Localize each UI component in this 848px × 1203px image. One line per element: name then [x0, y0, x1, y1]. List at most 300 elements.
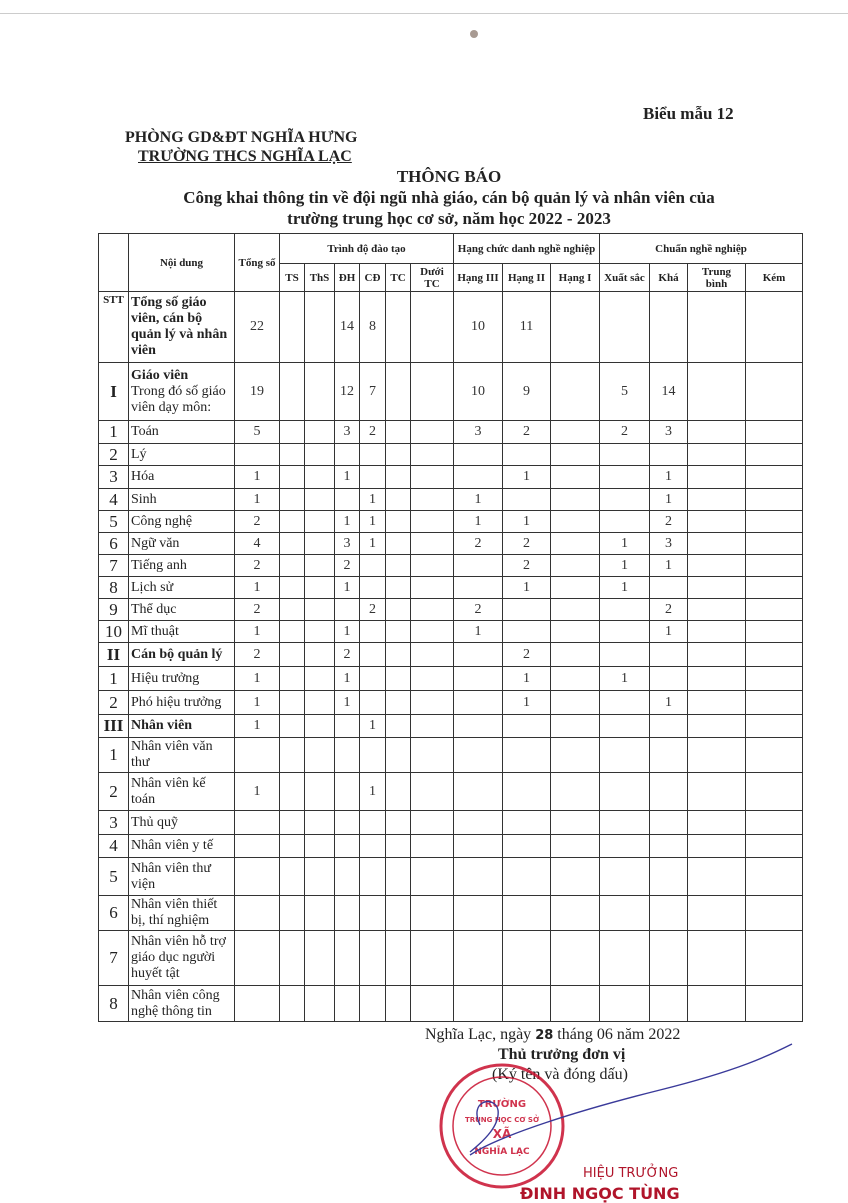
- cell-h1: [551, 621, 600, 643]
- cell-kha: [650, 811, 688, 835]
- cell-xs: [600, 444, 650, 466]
- row-name: Nhân viên văn thư: [131, 739, 213, 770]
- cell-tc: [386, 896, 411, 931]
- cell-xs: [600, 599, 650, 621]
- cell-dh: [335, 835, 360, 858]
- cell-kem: [746, 715, 803, 738]
- row-stt: I: [99, 363, 129, 421]
- cell-ths: [305, 858, 335, 896]
- cell-dh: [335, 931, 360, 986]
- cell-dh: 12: [335, 363, 360, 421]
- school-name: TRƯỜNG THCS NGHĨA LẠC: [138, 148, 352, 165]
- row-name: Lý: [131, 446, 147, 462]
- header-cd: CĐ: [360, 264, 386, 292]
- row-stt: 2: [99, 444, 129, 466]
- handwritten-day: 28: [535, 1028, 554, 1043]
- cell-h3: 1: [454, 489, 503, 511]
- cell-h2: 1: [503, 466, 551, 489]
- cell-duoi-tc: [411, 621, 454, 643]
- cell-tc: [386, 363, 411, 421]
- cell-cd: [360, 896, 386, 931]
- cell-h1: [551, 363, 600, 421]
- cell-ths: [305, 896, 335, 931]
- row-name-extra: Trong đó số giáo viên dạy môn:: [131, 383, 226, 415]
- row-content: [129, 421, 235, 444]
- cell-total: [235, 931, 280, 986]
- table-row: [99, 577, 803, 599]
- cell-h1: [551, 986, 600, 1022]
- cell-total: 2: [235, 555, 280, 577]
- cell-dh: 14: [335, 292, 360, 363]
- cell-h2: [503, 444, 551, 466]
- cell-dh: 2: [335, 643, 360, 667]
- cell-total: 19: [235, 363, 280, 421]
- row-stt: 8: [99, 986, 129, 1022]
- stamp-line-3: XÃ: [492, 1127, 512, 1141]
- stamp-line-2: TRUNG HỌC CƠ SỞ: [464, 1116, 540, 1124]
- cell-tc: [386, 444, 411, 466]
- cell-duoi-tc: [411, 421, 454, 444]
- place-date-prefix: Nghĩa Lạc, ngày: [425, 1026, 532, 1043]
- cell-dh: 1: [335, 577, 360, 599]
- cell-h3: 10: [454, 292, 503, 363]
- cell-ts: [280, 667, 305, 691]
- row-name: Hóa: [131, 469, 155, 484]
- cell-tb: [688, 738, 746, 773]
- cell-kha: [650, 858, 688, 896]
- cell-dh: 1: [335, 691, 360, 715]
- cell-h3: [454, 811, 503, 835]
- cell-ths: [305, 444, 335, 466]
- table-row: [99, 811, 803, 835]
- cell-h1: [551, 691, 600, 715]
- cell-ts: [280, 421, 305, 444]
- cell-tc: [386, 292, 411, 363]
- table-row: [99, 773, 803, 811]
- cell-h2: 2: [503, 533, 551, 555]
- header-standard-group: Chuẩn nghề nghiệp: [600, 234, 803, 264]
- cell-tc: [386, 511, 411, 533]
- cell-dh: [335, 489, 360, 511]
- cell-kha: 1: [650, 621, 688, 643]
- row-name: Ngữ văn: [131, 535, 180, 551]
- cell-dh: [335, 444, 360, 466]
- cell-dh: [335, 715, 360, 738]
- row-content: [129, 715, 235, 738]
- cell-kha: [650, 835, 688, 858]
- cell-duoi-tc: [411, 773, 454, 811]
- cell-h2: [503, 773, 551, 811]
- cell-h2: [503, 986, 551, 1022]
- cell-h2: 11: [503, 292, 551, 363]
- cell-h2: [503, 931, 551, 986]
- cell-ths: [305, 667, 335, 691]
- cell-tc: [386, 555, 411, 577]
- scan-dot: [470, 30, 478, 38]
- cell-kha: 3: [650, 421, 688, 444]
- cell-duoi-tc: [411, 489, 454, 511]
- cell-h3: [454, 667, 503, 691]
- header-kem: Kém: [746, 264, 803, 292]
- cell-total: 22: [235, 292, 280, 363]
- cell-kem: [746, 466, 803, 489]
- cell-kha: 2: [650, 599, 688, 621]
- header-hang-2: Hạng II: [503, 264, 551, 292]
- row-stt: 10: [99, 621, 129, 643]
- stamp-line-4: NGHĨA LẠC: [474, 1147, 530, 1157]
- header-ths: ThS: [305, 264, 335, 292]
- cell-h2: [503, 738, 551, 773]
- cell-ts: [280, 811, 305, 835]
- header-xuat-sac: Xuất sắc: [600, 264, 650, 292]
- cell-h2: [503, 811, 551, 835]
- cell-tb: [688, 835, 746, 858]
- cell-cd: [360, 986, 386, 1022]
- header-duoi-tc: Dưới TC: [411, 264, 454, 292]
- cell-kha: 1: [650, 555, 688, 577]
- cell-duoi-tc: [411, 643, 454, 667]
- cell-total: [235, 444, 280, 466]
- table-row: [99, 421, 803, 444]
- cell-xs: [600, 835, 650, 858]
- row-stt: 6: [99, 533, 129, 555]
- cell-ths: [305, 986, 335, 1022]
- cell-h3: 1: [454, 621, 503, 643]
- cell-tc: [386, 986, 411, 1022]
- header-ts: TS: [280, 264, 305, 292]
- stamp-line-1: TRƯỜNG: [477, 1099, 527, 1110]
- cell-kha: 1: [650, 489, 688, 511]
- cell-ths: [305, 421, 335, 444]
- cell-cd: 1: [360, 511, 386, 533]
- cell-ths: [305, 555, 335, 577]
- cell-duoi-tc: [411, 577, 454, 599]
- table-row: [99, 533, 803, 555]
- row-content: [129, 511, 235, 533]
- cell-h1: [551, 489, 600, 511]
- cell-total: [235, 835, 280, 858]
- cell-tc: [386, 599, 411, 621]
- cell-ths: [305, 835, 335, 858]
- cell-total: 1: [235, 466, 280, 489]
- cell-h2: 2: [503, 555, 551, 577]
- cell-ths: [305, 292, 335, 363]
- cell-duoi-tc: [411, 715, 454, 738]
- cell-kem: [746, 643, 803, 667]
- row-content: [129, 773, 235, 811]
- row-name: Nhân viên thư viện: [131, 860, 211, 892]
- cell-ts: [280, 363, 305, 421]
- cell-kha: [650, 715, 688, 738]
- cell-h3: [454, 896, 503, 931]
- cell-total: [235, 896, 280, 931]
- header-stt-cell: [99, 234, 129, 292]
- cell-tb: [688, 363, 746, 421]
- cell-h3: [454, 986, 503, 1022]
- cell-cd: 7: [360, 363, 386, 421]
- cell-duoi-tc: [411, 896, 454, 931]
- cell-ts: [280, 835, 305, 858]
- cell-cd: [360, 577, 386, 599]
- cell-kem: [746, 363, 803, 421]
- cell-total: 1: [235, 621, 280, 643]
- cell-tb: [688, 621, 746, 643]
- cell-dh: [335, 599, 360, 621]
- table-row: [99, 738, 803, 773]
- cell-kem: [746, 811, 803, 835]
- cell-duoi-tc: [411, 835, 454, 858]
- cell-ts: [280, 621, 305, 643]
- cell-duoi-tc: [411, 691, 454, 715]
- cell-total: [235, 811, 280, 835]
- cell-xs: [600, 643, 650, 667]
- cell-kem: [746, 667, 803, 691]
- cell-h1: [551, 667, 600, 691]
- row-content: [129, 577, 235, 599]
- cell-duoi-tc: [411, 466, 454, 489]
- row-name: Nhân viên thiết bị, thí nghiệm: [131, 897, 218, 928]
- row-content: [129, 621, 235, 643]
- cell-xs: [600, 773, 650, 811]
- cell-duoi-tc: [411, 292, 454, 363]
- row-name: Tổng số giáo viên, cán bộ quản lý và nhân viên: [131, 295, 228, 358]
- row-name: Thể dục: [131, 601, 177, 617]
- cell-xs: 2: [600, 421, 650, 444]
- cell-ts: [280, 858, 305, 896]
- cell-tb: [688, 986, 746, 1022]
- cell-tc: [386, 421, 411, 444]
- cell-ts: [280, 533, 305, 555]
- cell-h1: [551, 896, 600, 931]
- cell-h3: [454, 444, 503, 466]
- row-stt: 2: [99, 691, 129, 715]
- cell-h2: 1: [503, 667, 551, 691]
- cell-tc: [386, 738, 411, 773]
- row-stt: 6: [99, 896, 129, 931]
- cell-tc: [386, 577, 411, 599]
- cell-cd: [360, 643, 386, 667]
- cell-ts: [280, 511, 305, 533]
- cell-ths: [305, 715, 335, 738]
- cell-tb: [688, 599, 746, 621]
- cell-h3: [454, 577, 503, 599]
- cell-kem: [746, 489, 803, 511]
- row-content: [129, 811, 235, 835]
- row-name: Cán bộ quản lý: [131, 646, 223, 662]
- cell-h3: 3: [454, 421, 503, 444]
- cell-xs: [600, 489, 650, 511]
- cell-h1: [551, 931, 600, 986]
- cell-h1: [551, 292, 600, 363]
- row-name: Tiếng anh: [131, 557, 187, 573]
- cell-h1: [551, 599, 600, 621]
- cell-kem: [746, 931, 803, 986]
- table-row: [99, 444, 803, 466]
- cell-tb: [688, 811, 746, 835]
- row-content: [129, 489, 235, 511]
- cell-kem: [746, 533, 803, 555]
- cell-tc: [386, 667, 411, 691]
- form-number: Biểu mẫu 12: [643, 104, 734, 123]
- row-name: Nhân viên: [131, 718, 193, 733]
- cell-tb: [688, 931, 746, 986]
- cell-h3: [454, 691, 503, 715]
- cell-kha: [650, 738, 688, 773]
- cell-kem: [746, 835, 803, 858]
- cell-ths: [305, 577, 335, 599]
- cell-tb: [688, 555, 746, 577]
- cell-kha: [650, 986, 688, 1022]
- cell-total: 1: [235, 667, 280, 691]
- signer-name: ĐINH NGỌC TÙNG: [520, 1184, 680, 1203]
- cell-total: 1: [235, 773, 280, 811]
- cell-tc: [386, 621, 411, 643]
- cell-ths: [305, 811, 335, 835]
- cell-ts: [280, 715, 305, 738]
- table-row: [99, 715, 803, 738]
- cell-h1: [551, 738, 600, 773]
- row-content: [129, 835, 235, 858]
- cell-kem: [746, 621, 803, 643]
- cell-h1: [551, 533, 600, 555]
- cell-xs: 1: [600, 555, 650, 577]
- document-subtitle-line2: trường trung học cơ sở, năm học 2022 - 2023: [287, 209, 611, 228]
- cell-duoi-tc: [411, 363, 454, 421]
- cell-duoi-tc: [411, 667, 454, 691]
- row-content: [129, 444, 235, 466]
- header-kha: Khá: [650, 264, 688, 292]
- row-content: [129, 533, 235, 555]
- cell-tb: [688, 421, 746, 444]
- row-content: [129, 896, 235, 931]
- cell-xs: [600, 715, 650, 738]
- table-row: [99, 986, 803, 1022]
- cell-dh: 1: [335, 621, 360, 643]
- header-total: Tổng số: [235, 234, 280, 292]
- cell-cd: 8: [360, 292, 386, 363]
- cell-kem: [746, 421, 803, 444]
- cell-cd: [360, 931, 386, 986]
- cell-h1: [551, 811, 600, 835]
- cell-dh: 1: [335, 667, 360, 691]
- cell-duoi-tc: [411, 533, 454, 555]
- cell-kem: [746, 292, 803, 363]
- cell-tb: [688, 715, 746, 738]
- row-content: [129, 858, 235, 896]
- cell-h3: [454, 931, 503, 986]
- cell-xs: 1: [600, 577, 650, 599]
- row-stt: 4: [99, 835, 129, 858]
- cell-kha: 2: [650, 511, 688, 533]
- cell-ts: [280, 577, 305, 599]
- cell-h3: [454, 555, 503, 577]
- row-stt: 1: [99, 667, 129, 691]
- row-stt: 9: [99, 599, 129, 621]
- cell-ths: [305, 691, 335, 715]
- cell-total: 2: [235, 599, 280, 621]
- cell-duoi-tc: [411, 858, 454, 896]
- cell-tc: [386, 773, 411, 811]
- cell-dh: 1: [335, 466, 360, 489]
- cell-ths: [305, 489, 335, 511]
- row-stt: 1: [99, 421, 129, 444]
- cell-duoi-tc: [411, 986, 454, 1022]
- header-tc: TC: [386, 264, 411, 292]
- cell-cd: [360, 835, 386, 858]
- cell-kha: [650, 577, 688, 599]
- cell-ths: [305, 931, 335, 986]
- cell-ths: [305, 621, 335, 643]
- header-trung-binh: Trung bình: [688, 264, 746, 292]
- cell-ts: [280, 931, 305, 986]
- cell-kem: [746, 858, 803, 896]
- cell-kem: [746, 896, 803, 931]
- cell-tb: [688, 533, 746, 555]
- cell-dh: 3: [335, 421, 360, 444]
- cell-h3: [454, 715, 503, 738]
- cell-kem: [746, 773, 803, 811]
- cell-h2: 1: [503, 577, 551, 599]
- header-rank-group: Hạng chức danh nghề nghiệp: [454, 234, 600, 264]
- scan-edge-line: [0, 13, 848, 14]
- row-content: [129, 292, 235, 363]
- cell-cd: [360, 691, 386, 715]
- sign-note: (Ký tên và đóng dấu): [492, 1066, 628, 1083]
- cell-dh: [335, 811, 360, 835]
- row-stt: 5: [99, 511, 129, 533]
- row-stt: 5: [99, 858, 129, 896]
- cell-h2: [503, 858, 551, 896]
- header-training-group: Trình độ đào tạo: [280, 234, 454, 264]
- cell-h3: 10: [454, 363, 503, 421]
- row-content: [129, 599, 235, 621]
- place-date-suffix: tháng 06 năm 2022: [557, 1026, 681, 1043]
- row-name: Phó hiệu trưởng: [131, 694, 222, 710]
- department-name: PHÒNG GD&ĐT NGHĨA HƯNG: [125, 129, 358, 146]
- cell-total: 1: [235, 691, 280, 715]
- cell-tc: [386, 691, 411, 715]
- cell-ths: [305, 466, 335, 489]
- header-dh: ĐH: [335, 264, 360, 292]
- cell-kem: [746, 555, 803, 577]
- cell-ths: [305, 511, 335, 533]
- cell-ts: [280, 466, 305, 489]
- cell-h1: [551, 577, 600, 599]
- cell-kem: [746, 738, 803, 773]
- cell-h2: 2: [503, 643, 551, 667]
- cell-total: 5: [235, 421, 280, 444]
- cell-tb: [688, 858, 746, 896]
- row-stt: 3: [99, 811, 129, 835]
- cell-xs: [600, 511, 650, 533]
- cell-dh: 3: [335, 533, 360, 555]
- table-row: [99, 667, 803, 691]
- cell-total: [235, 738, 280, 773]
- table-row: [99, 643, 803, 667]
- cell-tb: [688, 466, 746, 489]
- row-stt: 7: [99, 555, 129, 577]
- cell-dh: [335, 738, 360, 773]
- cell-h3: [454, 835, 503, 858]
- cell-h3: 2: [454, 599, 503, 621]
- cell-h3: [454, 858, 503, 896]
- row-content: [129, 555, 235, 577]
- row-content: [129, 931, 235, 986]
- cell-ts: [280, 738, 305, 773]
- cell-cd: 2: [360, 421, 386, 444]
- cell-kem: [746, 444, 803, 466]
- row-name: Sinh: [131, 491, 157, 507]
